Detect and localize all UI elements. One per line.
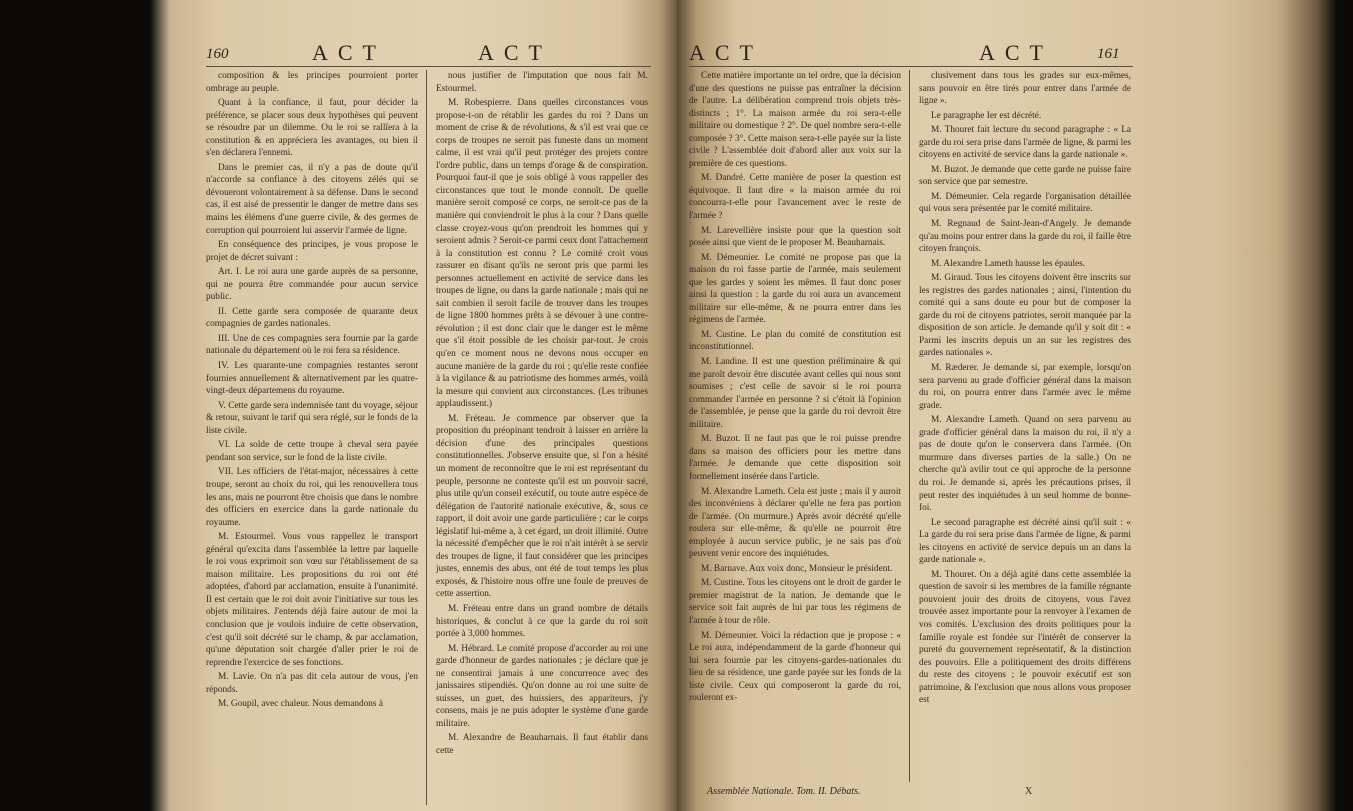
paragraph: M. Custine. Tous les citoyens ont le droit de garder le premier magistrat de la nation. Je demande que le service soit fait auprès de lui par tous les régimens de l'armée à tour de rôle. — [689, 578, 901, 626]
paragraph: M. Alexandre de Beauharnais. Il faut établir dans cette — [436, 733, 648, 756]
paragraph: M. Barnave. Aux voix donc, Monsieur le président. — [701, 563, 893, 574]
paragraph: M. Démeunier. Cela regarde l'organisation détaillée qui vous sera présentée par le comité militaire. — [919, 191, 1131, 215]
left-column-1 — [206, 70, 418, 805]
paragraph: M. Fréteau. Je commence par observer que la proposition du préopinant tendroit à laisser en arrière la décision d'une des principales questions constitutionnelles. J'observe ensuite que, si l'on a hésité un moment de reconnoître que le roi est représentant du peuple, personne ne conteste qu'il est un pouvoir sacré, plus utile qu'un conseil exécutif, ou toute autre espèce de délégation de l'autorité nationale exécutive, &, sous ce rapport, il doit avoir une garde particulière ; car le corps législatif lui-même a, à cet égard, un droit illimité. Outre la nécessité d'empêcher que le roi n'ait intérêt à se servir des troupes de ligne, il faut considérer que les principes justes, ennemis des abus, ont été de tout temps les plus exposés, & l'histoire nous offre une foule de preuves de cette assertion. — [436, 413, 648, 600]
paragraph: M. Démeunier. Le comité ne propose pas que la maison du roi fasse partie de l'armée, mais seulement que les gardes y soient les mêmes. Il faut donc poser ainsi la question : la garde du roi aura un avancement militaire sur elle-même, & ne pourra entrer dans les régimens de l'armée. — [689, 252, 901, 326]
paragraph: II. Cette garde sera composée de quarante deux compagnies de gardes nationales. — [206, 306, 418, 330]
paragraph: M. Démeunier. Voici la rédaction que je propose : « Le roi aura, indépendamment de la garde d'honneur qui lui sera fournie par les citoyens-gardes-nationales du lieu de sa résidence, une garde payée sur les fonds de la liste civile. Ceux qui composeront la garde du roi, rouleront ex- — [689, 630, 901, 704]
left-column-divider — [426, 70, 427, 805]
signature-mark: X — [1025, 786, 1033, 797]
paragraph: VI. La solde de cette troupe à cheval sera payée pendant son service, sur le fond de la liste civile. — [206, 440, 418, 463]
right-running-head-left: ACT — [689, 40, 763, 65]
paragraph: M. Thouret fait lecture du second paragraphe : « La garde du roi sera prise dans l'armée de ligne, & parmi les citoyens en activité de service dans la garde nationale ». — [919, 125, 1131, 161]
right-column-divider — [909, 70, 910, 782]
paragraph: M. Alexandre Lameth. Quand on sera parvenu au grade d'officier général dans la maison du roi, il n'y a pas de doute qu'on le conservera dans l'armée. (On murmure dans diverses parties de la salle.) On ne cherche qu'à avilir tout ce qui approche de la personne du roi. Je demande si, après les précautions prises, il peut rester des inquiétudes à un seul homme de bonne-foi. — [919, 415, 1131, 514]
paragraph: M. Hébrard. Le comité propose d'accorder au roi une garde d'honneur de gardes nationales ; je déclare que je ne consentirai jamais à une concurrence avec des janissaires stipendiés. Qu'on donne au roi une suite de suisses, un guet, des huissiers, des appariteurs, j'y consens, mais je ne puis adopter le système d'une garde militaire. — [436, 643, 648, 729]
paragraph: M. Ræderer. Je demande si, par exemple, lorsqu'on sera parvenu au grade d'officier général dans la maison du roi, on pourra entrer dans l'armée avec le même grade. — [919, 363, 1131, 411]
paragraph: M. Buzot. Je demande que cette garde ne puisse faire son service que par semestre. — [919, 164, 1131, 188]
paragraph: IV. Les quarante-une compagnies restantes seront fournies annuellement & alternativement par les quatre-vingt-deux départemens du royaume. — [206, 361, 418, 397]
right-running-head: ACT — [979, 40, 1053, 65]
paragraph: VII. Les officiers de l'état-major, nécessaires à cette troupe, seront au choix du roi, qui les renouvellera tous les ans, mais ne pourront être choisis que dans le nombre des officiers en exercice dans la garde nationale du royaume. — [206, 467, 418, 528]
right-page-number: 161 — [1097, 46, 1120, 62]
paragraph: M. Alexandre Lameth hausse les épaules. — [931, 258, 1086, 269]
left-page-number: 160 — [206, 46, 229, 62]
paragraph: M. Estourmel. Vous vous rappellez le transport général qu'excita dans l'assemblée la lettre par laquelle le roi vous exprimoit son vœu sur l'établissement de sa maison militaire. Les propositions du roi ont été adoptées, d'abord par acclamation, ensuite à l'unanimité. Il est certain que le roi doit avoir l'initiative sur tous les objets militaires. J'entends déjà faire autour de moi la conclusion que je voulois induire de cette observation, c'est qu'il soit décrété sur le champ, & par acclamation, qu'une députation soit chargée d'aller prier le roi de reprendre l'exercice de ses fonctions. — [206, 532, 418, 668]
paragraph: composition & les principes pourroient porter ombrage au peuple. — [206, 71, 418, 94]
paragraph: M. Goupil, avec chaleur. Nous demandons à — [218, 699, 383, 710]
paragraph: Dans le premier cas, il n'y a pas de doute qu'il n'accorde sa confiance à des citoyens zélés qui se dévoueront volontairement à sa défense. Dans le second cas, il est aisé de pressentir le danger de mettre dans ses mains les élémens d'une guerre civile, & des germes de corruption qui pourroient lui asservir l'armée de ligne. — [206, 162, 418, 236]
right-head-rule — [689, 66, 1133, 67]
paragraph: En conséquence des principes, je vous propose le projet de décret suivant : — [206, 240, 418, 263]
paragraph: III. Une de ces compagnies sera fournie par la garde nationale du département où le roi fera sa résidence. — [206, 333, 418, 357]
paragraph: M. Regnaud de Saint-Jean-d'Angely. Je demande qu'au moins pour entrer dans la garde du roi, il faille être citoyen françois. — [919, 219, 1131, 255]
page-footer: Assemblée Nationale. Tom. II. Débats. — [707, 786, 861, 797]
paragraph: M. Giraud. Tous les citoyens doivent être inscrits sur les registres des gardes nationales ; ainsi, l'intention du comité qui a sans doute eu pour but de composer la garde du roi de citoyens patriotes, seroit manquée par la disposition de son article. Je demande qu'il y soit dit : « Parmi les inscrits depuis un an sur les registres des gardes nationales ». — [919, 273, 1131, 359]
paragraph: Quant à la confiance, il faut, pour décider la préférence, se placer sous deux hypothèses qui peuvent se résoudre par un dilemme. Ou le roi se rallîera à la constitution & en appréciera les avantages, ou bien il s'en déclarera l'ennemi. — [206, 98, 418, 159]
right-page — [677, 0, 1353, 811]
paragraph: nous justifier de l'imputation que nous fait M. Estourmel. — [436, 71, 648, 94]
paragraph: M. Buzot. Il ne faut pas que le roi puisse prendre dans sa maison des officiers pour les mettre dans l'armée. Je demande que cette disposition soit formellement insérée dans l'article. — [689, 434, 901, 482]
right-column-2 — [919, 70, 1131, 782]
paragraph: V. Cette garde sera indemnisée tant du voyage, séjour & retour, suivant le tarif qui sera réglé, sur le fonds de la liste civile. — [206, 400, 418, 436]
left-column-2 — [436, 70, 648, 805]
paragraph: M. Lavie. On n'a pas dit cela autour de vous, j'en réponds. — [206, 672, 418, 695]
paragraph: M. Robespierre. Dans quelles circonstances vous propose-t-on de rétablir les gardes du roi ? Dans un moment de crise & de révolutions, & s'il est vrai que ce corps de troupes ne seroit pas funeste dans un moment calme, il est vrai qu'il peut protéger des projets contre l'ordre public, dans un temps d'orage & de conspiration. Pourquoi faut-il que je sois obligé à vous rappeller des circonstances que tout le monde connoît. De quelle manière seroit composé ce corps, ne seroit-ce pas de la manière qui conviendroit le plus à la cour ? Dans quelle classe croyez-vous qu'on prendroit les hommes qui y seroient admis ? Seroit-ce parmi ceux dont l'attachement à la constitution est connu ? Le comité croit vous rassurer en disant qu'ils ne seront pris que parmi les personnes actuellement en activité de service dans les troupes de ligne, ou dans la garde nationale ; mais qui ne sait combien il seroit facile de trouver dans les troupes de ligne 1800 hommes prêts à se dévouer à une contre-révolution ; il est donc clair que le danger est le même que s'il étoit possible de les choisir par-tout. Je crois qu'en ce moment nous ne devons nous occuper en aucune manière de la garde du roi ; qu'elle reste confiée à la vigilance & au patriotisme des hommes armés, voilà la mesure qui convient aux circonstances. (Les tribunes applaudissent.) — [436, 98, 648, 410]
paragraph: M. Landine. Il est une question préliminaire & qui me paroît devoir être discutée avant celles qui nous sont soumises ; c'est celle de savoir si le roi pourra commander l'armée en personne ? si c'étoit là l'opinion de l'assemblée, je pense que la garde du roi devroit être militaire. — [689, 357, 901, 430]
paragraph: Le second paragraphe est décrété ainsi qu'il suit : « La garde du roi sera prise dans l'armée de ligne, & parmi les citoyens en activité de service depuis un an dans la garde nationale ». — [919, 517, 1131, 566]
paragraph: Art. I. Le roi aura une garde auprès de sa personne, qui ne pourra être commandée pour aucun service public. — [206, 267, 418, 303]
paragraph: Cette matière importante un tel ordre, que la décision d'une des questions ne puisse pas entraîner la décision de l'autre. La délibération comprend trois objets très-distincts ; 1°. La maison armée du roi sera-t-elle militaire ou domestique ? 2°. De quel nombre sera-t-elle composée ? 3°. Cette maison sera-t-elle payée sur la liste civile ? L'assemblée doit d'abord aller aux voix sur la première de ces questions. — [689, 71, 901, 169]
paragraph: M. Larevellière insiste pour que la question soit posée ainsi que vient de le proposer M. Beauharnais. — [689, 225, 901, 249]
right-column-1 — [689, 70, 901, 782]
left-running-head: ACT — [312, 40, 386, 65]
left-head-rule — [206, 66, 651, 67]
paragraph: M. Fréteau entre dans un grand nombre de détails historiques, & conclut à ce que la garde du roi soit portée à 3,000 hommes. — [436, 603, 648, 640]
paragraph: M. Custine. Le plan du comité de constitution est inconstitutionnel. — [689, 329, 901, 353]
paragraph: clusivement dans tous les grades sur eux-mêmes, sans pouvoir en être tirés pour entrer dans l'armée de ligne ». — [919, 71, 1131, 107]
paragraph: M. Alexandre Lameth. Cela est juste ; mais il y auroit des inconvéniens à déclarer qu'elle ne fera pas portion de l'armée. (On murmure.) Après avoir décrété qu'elle roulera sur elle-même, & qu'elle ne pourroit être employée à aucun service public, je ne sais pas d'où peuvent venir encore des inquiétudes. — [689, 486, 901, 560]
paragraph: M. Dandré. Cette manière de poser la question est équivoque. Il faut dire « la maison armée du roi concourra-t-elle pour l'avancement avec le reste de l'armée ? — [689, 173, 901, 222]
left-running-head-right: ACT — [478, 40, 552, 65]
paragraph: Le paragraphe Ier est décrété. — [931, 110, 1042, 121]
paragraph: M. Thouret. On a déjà agité dans cette assemblée la question de savoir si les membres de la famille régnante pouvoient jouir des droits de citoyens, vous l'avez trouvée assez importante pour la renvoyer à l'examen de vos comités. L'exclusion des droits politiques pour la famille royale est fondée sur l'intérêt de conserver la pureté du gouvernement représentatif, & la distinction des pouvoirs. Elle a politiquement des droits différens du reste des citoyens ; le pouvoir exécutif est son patrimoine, & l'exclusion que nous allons vous proposer est — [919, 569, 1131, 706]
